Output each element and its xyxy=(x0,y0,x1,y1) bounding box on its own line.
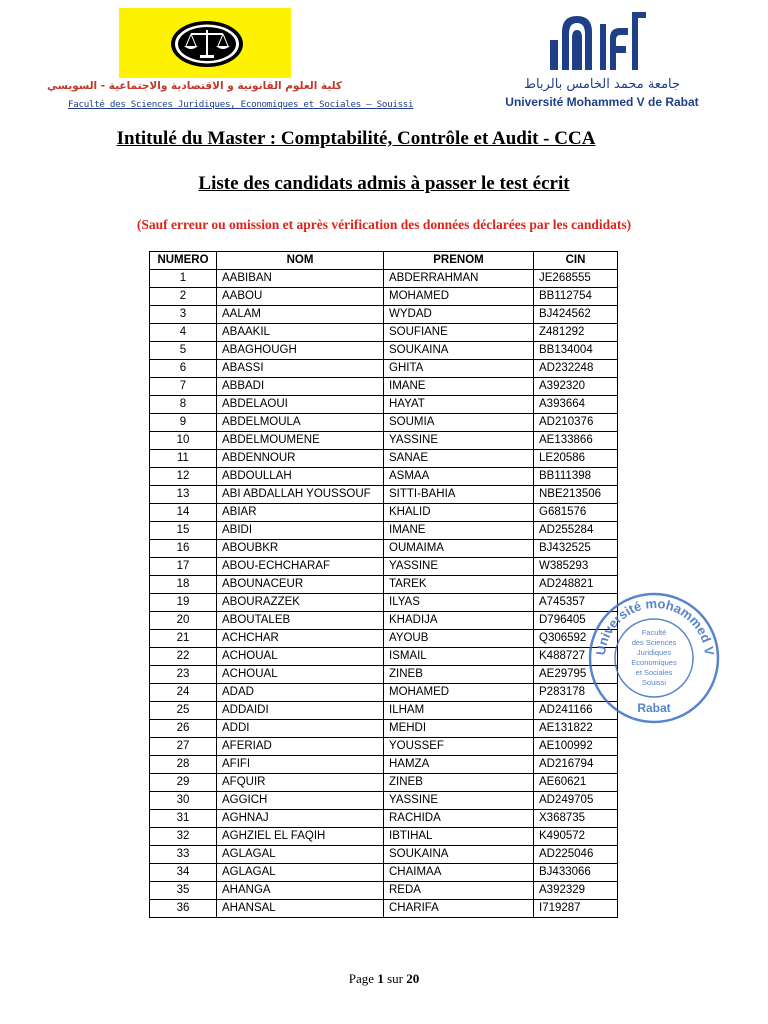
cell-cin: AD210376 xyxy=(534,414,618,432)
table-row xyxy=(150,612,618,630)
cell-cin: K488727 xyxy=(534,648,618,666)
cell-numero: 29 xyxy=(150,774,217,792)
faculty-name-arabic: كلية العلوم القانونية و الاقتصادية والاجتماعية - السويسي xyxy=(47,80,342,92)
cell-prenom: SOUKAINA xyxy=(384,846,534,864)
cell-prenom: IBTIHAL xyxy=(384,828,534,846)
cell-prenom: ISMAIL xyxy=(384,648,534,666)
stamp-bottom-text: Rabat xyxy=(637,701,671,715)
cell-cin: Z481292 xyxy=(534,324,618,342)
cell-numero: 5 xyxy=(150,342,217,360)
cell-nom: ABDOULLAH xyxy=(217,468,384,486)
cell-nom: ABDELMOULA xyxy=(217,414,384,432)
cell-cin: AE131822 xyxy=(534,720,618,738)
cell-numero: 25 xyxy=(150,702,217,720)
cell-prenom: AYOUB xyxy=(384,630,534,648)
cell-prenom: HAMZA xyxy=(384,756,534,774)
table-row xyxy=(150,900,618,918)
cell-cin: BJ424562 xyxy=(534,306,618,324)
column-header-numero: NUMERO xyxy=(150,252,217,270)
cell-nom: ABIAR xyxy=(217,504,384,522)
table-row xyxy=(150,558,618,576)
cell-prenom: KHALID xyxy=(384,504,534,522)
stamp-line: des Sciences xyxy=(631,638,677,647)
cell-numero: 35 xyxy=(150,882,217,900)
cell-numero: 18 xyxy=(150,576,217,594)
cell-prenom: CHAIMAA xyxy=(384,864,534,882)
table-header-row xyxy=(150,252,618,270)
cell-nom: ADDAIDI xyxy=(217,702,384,720)
cell-numero: 27 xyxy=(150,738,217,756)
table-row xyxy=(150,540,618,558)
page-total: 20 xyxy=(406,971,420,986)
cell-nom: ADAD xyxy=(217,684,384,702)
table-row xyxy=(150,864,618,882)
cell-nom: ABDELMOUMENE xyxy=(217,432,384,450)
cell-prenom: ILHAM xyxy=(384,702,534,720)
cell-cin: I719287 xyxy=(534,900,618,918)
cell-nom: AALAM xyxy=(217,306,384,324)
faculty-name-french: Faculté des Sciences Juridiques, Economiques et Sociales — Souissi xyxy=(68,99,414,110)
cell-prenom: TAREK xyxy=(384,576,534,594)
stamp-line: Faculté xyxy=(641,628,667,637)
cell-numero: 33 xyxy=(150,846,217,864)
table-row xyxy=(150,414,618,432)
cell-numero: 22 xyxy=(150,648,217,666)
table-row xyxy=(150,324,618,342)
table-row xyxy=(150,630,618,648)
cell-prenom: SOUKAINA xyxy=(384,342,534,360)
cell-numero: 4 xyxy=(150,324,217,342)
page-prefix: Page xyxy=(348,971,375,986)
cell-prenom: ASMAA xyxy=(384,468,534,486)
cell-nom: ABDELAOUI xyxy=(217,396,384,414)
cell-prenom: YOUSSEF xyxy=(384,738,534,756)
cell-cin: BJ433066 xyxy=(534,864,618,882)
cell-numero: 2 xyxy=(150,288,217,306)
cell-numero: 14 xyxy=(150,504,217,522)
master-title: Intitulé du Master : Comptabilité, Contrôle et Audit - CCA xyxy=(116,128,596,149)
cell-prenom: SOUMIA xyxy=(384,414,534,432)
stamp-line: Economiques xyxy=(631,658,677,667)
cell-numero: 7 xyxy=(150,378,217,396)
cell-prenom: GHITA xyxy=(384,360,534,378)
cell-numero: 24 xyxy=(150,684,217,702)
cell-cin: BJ432525 xyxy=(534,540,618,558)
cell-nom: AABOU xyxy=(217,288,384,306)
table-row xyxy=(150,306,618,324)
table-row xyxy=(150,720,618,738)
cell-cin: AD249705 xyxy=(534,792,618,810)
cell-cin: BB134004 xyxy=(534,342,618,360)
cell-cin: AE29795 xyxy=(534,666,618,684)
table-row xyxy=(150,882,618,900)
scales-of-justice-icon xyxy=(169,19,245,69)
cell-nom: AHANSAL xyxy=(217,900,384,918)
column-header-cin: CIN xyxy=(534,252,618,270)
cell-nom: ABBADI xyxy=(217,378,384,396)
cell-numero: 11 xyxy=(150,450,217,468)
cell-cin: BB112754 xyxy=(534,288,618,306)
cell-prenom: ZINEB xyxy=(384,774,534,792)
cell-nom: AGLAGAL xyxy=(217,864,384,882)
table-row xyxy=(150,522,618,540)
table-body xyxy=(150,270,618,918)
cell-nom: AGGICH xyxy=(217,792,384,810)
cell-prenom: YASSINE xyxy=(384,792,534,810)
candidates-table xyxy=(149,251,618,918)
cell-numero: 12 xyxy=(150,468,217,486)
cell-cin: AD216794 xyxy=(534,756,618,774)
cell-prenom: WYDAD xyxy=(384,306,534,324)
table-row xyxy=(150,450,618,468)
cell-numero: 13 xyxy=(150,486,217,504)
cell-numero: 8 xyxy=(150,396,217,414)
cell-nom: ABOUTALEB xyxy=(217,612,384,630)
cell-numero: 20 xyxy=(150,612,217,630)
cell-prenom: SOUFIANE xyxy=(384,324,534,342)
university-logo xyxy=(548,10,648,74)
cell-numero: 26 xyxy=(150,720,217,738)
cell-cin: AD225046 xyxy=(534,846,618,864)
cell-nom: ABI ABDALLAH YOUSSOUF xyxy=(217,486,384,504)
cell-numero: 1 xyxy=(150,270,217,288)
cell-cin: D796405 xyxy=(534,612,618,630)
cell-nom: AGHNAJ xyxy=(217,810,384,828)
cell-prenom: SITTI-BAHIA xyxy=(384,486,534,504)
cell-cin: G681576 xyxy=(534,504,618,522)
table-row xyxy=(150,486,618,504)
table-row xyxy=(150,594,618,612)
university-name-french: Université Mohammed V de Rabat xyxy=(505,95,699,109)
table-row xyxy=(150,774,618,792)
cell-prenom: RACHIDA xyxy=(384,810,534,828)
cell-prenom: YASSINE xyxy=(384,558,534,576)
table-row xyxy=(150,792,618,810)
cell-numero: 36 xyxy=(150,900,217,918)
table-row xyxy=(150,378,618,396)
university-name-arabic: جامعة محمد الخامس بالرباط xyxy=(523,77,681,92)
cell-numero: 19 xyxy=(150,594,217,612)
cell-cin: A393664 xyxy=(534,396,618,414)
cell-numero: 30 xyxy=(150,792,217,810)
cell-nom: AFQUIR xyxy=(217,774,384,792)
cell-cin: AD248821 xyxy=(534,576,618,594)
table-row xyxy=(150,270,618,288)
table-row xyxy=(150,738,618,756)
cell-nom: AFERIAD xyxy=(217,738,384,756)
table-row xyxy=(150,666,618,684)
cell-cin: A745357 xyxy=(534,594,618,612)
cell-numero: 9 xyxy=(150,414,217,432)
cell-numero: 16 xyxy=(150,540,217,558)
cell-numero: 34 xyxy=(150,864,217,882)
table-row xyxy=(150,342,618,360)
table-row xyxy=(150,360,618,378)
cell-nom: ABIDI xyxy=(217,522,384,540)
cell-prenom: MEHDI xyxy=(384,720,534,738)
cell-nom: ACHOUAL xyxy=(217,648,384,666)
cell-cin: BB111398 xyxy=(534,468,618,486)
cell-prenom: IMANE xyxy=(384,522,534,540)
cell-cin: LE20586 xyxy=(534,450,618,468)
table-row xyxy=(150,846,618,864)
cell-cin: A392329 xyxy=(534,882,618,900)
column-header-nom: NOM xyxy=(217,252,384,270)
table-row xyxy=(150,684,618,702)
table-row xyxy=(150,468,618,486)
cell-nom: ACHCHAR xyxy=(217,630,384,648)
cell-cin: A392320 xyxy=(534,378,618,396)
cell-prenom: ZINEB xyxy=(384,666,534,684)
cell-nom: ABOU-ECHCHARAF xyxy=(217,558,384,576)
page-current: 1 xyxy=(377,971,384,986)
cell-cin: AE100992 xyxy=(534,738,618,756)
cell-prenom: REDA xyxy=(384,882,534,900)
cell-nom: ABOURAZZEK xyxy=(217,594,384,612)
stamp-line: et Sociales xyxy=(635,668,673,677)
cell-numero: 31 xyxy=(150,810,217,828)
table-row xyxy=(150,828,618,846)
table-row xyxy=(150,810,618,828)
cell-nom: ABOUBKR xyxy=(217,540,384,558)
cell-nom: ACHOUAL xyxy=(217,666,384,684)
cell-cin: W385293 xyxy=(534,558,618,576)
cell-nom: ABDENNOUR xyxy=(217,450,384,468)
cell-nom: ADDI xyxy=(217,720,384,738)
cell-prenom: CHARIFA xyxy=(384,900,534,918)
cell-cin: P283178 xyxy=(534,684,618,702)
cell-numero: 21 xyxy=(150,630,217,648)
disclaimer-note: (Sauf erreur ou omission et après vérification des données déclarées par les candidats) xyxy=(136,217,632,232)
cell-cin: AE60621 xyxy=(534,774,618,792)
cell-numero: 3 xyxy=(150,306,217,324)
cell-prenom: KHADIJA xyxy=(384,612,534,630)
cell-numero: 6 xyxy=(150,360,217,378)
cell-nom: ABAGHOUGH xyxy=(217,342,384,360)
cell-prenom: HAYAT xyxy=(384,396,534,414)
table-row xyxy=(150,756,618,774)
cell-numero: 32 xyxy=(150,828,217,846)
cell-prenom: ABDERRAHMAN xyxy=(384,270,534,288)
list-title: Liste des candidats admis à passer le test écrit xyxy=(198,173,570,194)
cell-prenom: MOHAMED xyxy=(384,288,534,306)
cell-numero: 28 xyxy=(150,756,217,774)
table-row xyxy=(150,648,618,666)
cell-prenom: SANAE xyxy=(384,450,534,468)
page-indicator xyxy=(0,971,768,987)
table-row xyxy=(150,702,618,720)
cell-prenom: YASSINE xyxy=(384,432,534,450)
cell-nom: ABAAKIL xyxy=(217,324,384,342)
cell-prenom: MOHAMED xyxy=(384,684,534,702)
column-header-prenom: PRENOM xyxy=(384,252,534,270)
table-row xyxy=(150,288,618,306)
cell-prenom: IMANE xyxy=(384,378,534,396)
cell-numero: 23 xyxy=(150,666,217,684)
cell-cin: NBE213506 xyxy=(534,486,618,504)
cell-nom: AABIBAN xyxy=(217,270,384,288)
page-separator: sur xyxy=(387,971,403,986)
cell-prenom: ILYAS xyxy=(384,594,534,612)
cell-cin: AE133866 xyxy=(534,432,618,450)
table-row xyxy=(150,504,618,522)
cell-nom: ABOUNACEUR xyxy=(217,576,384,594)
cell-nom: AGLAGAL xyxy=(217,846,384,864)
cell-numero: 10 xyxy=(150,432,217,450)
cell-numero: 15 xyxy=(150,522,217,540)
cell-numero: 17 xyxy=(150,558,217,576)
table-row xyxy=(150,576,618,594)
cell-cin: K490572 xyxy=(534,828,618,846)
cell-cin: JE268555 xyxy=(534,270,618,288)
faculty-logo xyxy=(119,8,291,78)
cell-cin: X368735 xyxy=(534,810,618,828)
stamp-line: Souissi xyxy=(641,678,667,687)
cell-nom: AHANGA xyxy=(217,882,384,900)
cell-cin: AD255284 xyxy=(534,522,618,540)
cell-cin: AD241166 xyxy=(534,702,618,720)
table-row xyxy=(150,432,618,450)
stamp-line: Juridiques xyxy=(636,648,672,657)
stamp-ring-text: Université mohammed V xyxy=(592,595,718,657)
cell-nom: ABASSI xyxy=(217,360,384,378)
cell-prenom: OUMAIMA xyxy=(384,540,534,558)
table-row xyxy=(150,396,618,414)
cell-nom: AGHZIEL EL FAQIH xyxy=(217,828,384,846)
cell-cin: Q306592 xyxy=(534,630,618,648)
cell-cin: AD232248 xyxy=(534,360,618,378)
cell-nom: AFIFI xyxy=(217,756,384,774)
